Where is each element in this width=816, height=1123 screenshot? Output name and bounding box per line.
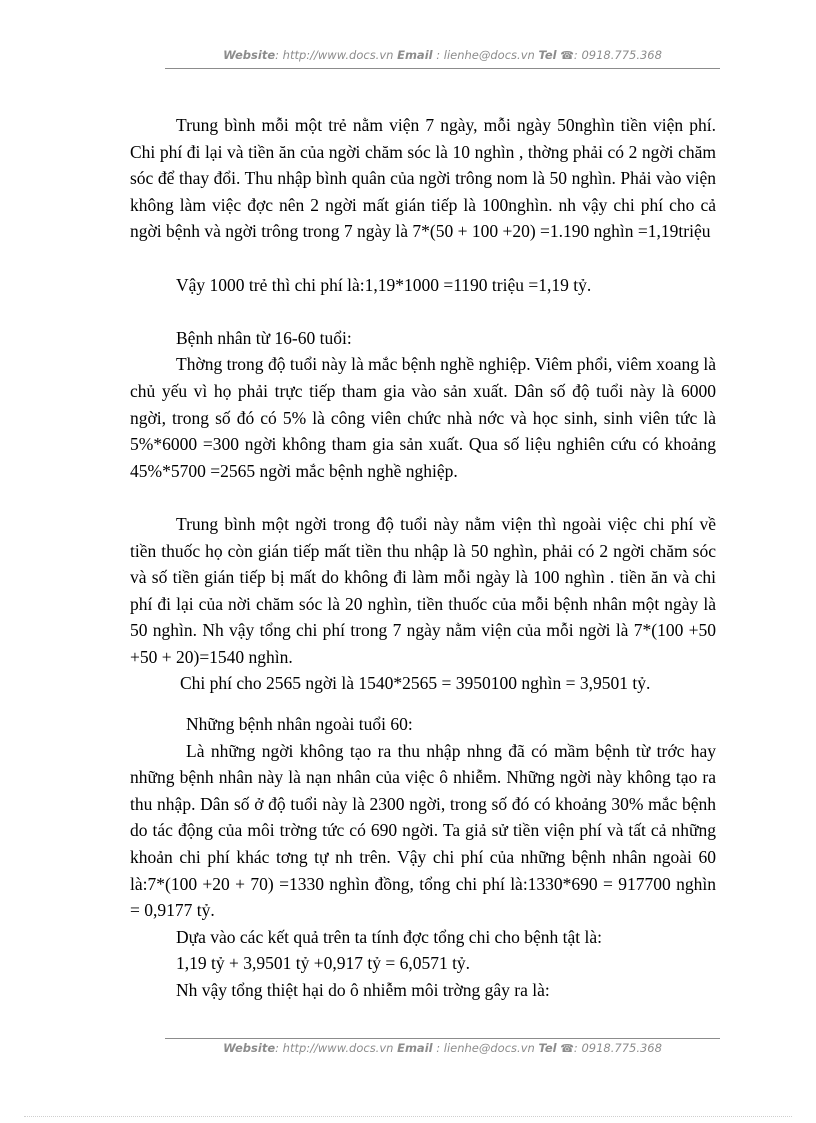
- paragraph-over-60: Là những ngời không tạo ra thu nhập nhng đã có mầm bệnh từ trớc hay những bệnh nhân này là nạn nhân của việc ô nhiễm. Những ngời này không tạo ra thu nhập. Dân số ở độ tuổi này là 2300 ngời, trong số đó có khoảng 30% mắc bệnh do tác động của môi trờng tức có 690 ngời. Ta giả sử tiền viện phí và tất cả những khoản chi phí khác tơng tự nh trên. Vậy chi phí của những bệnh nhân ngoài 60 là:7*(100 +20 + 70) =1330 nghìn đồng, tổng chi phí là:1330*690 = 917700 nghìn = 0,9177 tỷ.: [130, 740, 716, 921]
- footer-tel-label: Tel: [538, 1041, 557, 1055]
- section-heading-age-16-60: Bệnh nhân từ 16-60 tuổi:: [176, 327, 352, 348]
- footer-website-label: Website: [223, 1041, 276, 1055]
- footer-website-link[interactable]: : http://www.docs.vn: [275, 1041, 394, 1055]
- paragraph-sum-formula: 1,19 tỷ + 3,9501 tỷ +0,917 tỷ = 6,0571 tỷ.: [176, 953, 471, 974]
- header-tel-value: : 0918.775.368: [573, 48, 662, 62]
- footer-email-label: Email: [397, 1041, 433, 1055]
- header-website-label: Website: [223, 48, 276, 62]
- paragraph-age-16-60-total: Chi phí cho 2565 ngời là 1540*2565 = 3950100 nghìn = 3,9501 tỷ.: [180, 673, 651, 694]
- document-body: [130, 112, 716, 1004]
- footer-email-link[interactable]: : lienhe@docs.vn: [436, 1041, 535, 1055]
- paragraph-sum-intro: Dựa vào các kết quả trên ta tính đợc tổng chi cho bệnh tật là:: [176, 926, 602, 947]
- phone-icon: ☎: [560, 49, 574, 62]
- page-footer: [165, 1038, 720, 1059]
- footer-tel-value: : 0918.775.368: [573, 1041, 662, 1055]
- header-website-link[interactable]: : http://www.docs.vn: [275, 48, 394, 62]
- paragraph-damage-intro: Nh vậy tổng thiệt hại do ô nhiễm môi trờng gây ra là:: [176, 980, 550, 1000]
- paragraph-age-16-60: Thờng trong độ tuổi này là mắc bệnh nghề nghiệp. Viêm phổi, viêm xoang là chủ yếu vì họ phải trực tiếp tham gia vào sản xuất. Dân số độ tuổi này là 6000 ngời, trong số đó có 5% là công viên chức nhà nớc và học sinh, sinh viên tức là 5%*6000 =300 ngời không tham gia sản xuất. Qua số liệu nghiên cứu có khoảng 45%*5700 =2565 ngời mắc bệnh nghề nghiệp.: [130, 354, 716, 481]
- header-tel-label: Tel: [538, 48, 557, 62]
- paragraph-age-16-60-cost: Trung bình một ngời trong độ tuổi này nằm viện thì ngoài việc chi phí về tiền thuốc họ còn gián tiếp mất tiền thu nhập là 50 nghìn, phải có 2 ngời chăm sóc và số tiền gián tiếp bị mất do không đi làm mỗi ngày là 100 nghìn . tiền ăn và chi phí đi lại của nời chăm sóc là 20 nghìn, tiền thuốc của mỗi bệnh nhân một ngày là 50 nghìn. Nh vậy tổng chi phí trong 7 ngày nằm viện của mỗi ngời là 7*(100 +50 +50 + 20)=1540 nghìn.: [130, 513, 716, 667]
- paragraph-children-cost: Trung bình mỗi một trẻ nằm viện 7 ngày, mỗi ngày 50nghìn tiền viện phí. Chi phí đi lại và tiền ăn của ngời chăm sóc là 10 nghìn , thờng phải có 2 ngời chăm sóc để thay đổi. Thu nhập bình quân của ngời trông nom là 50 nghìn. Phải vào viện không làm việc đợc nên 2 ngời mất gián tiếp là 100nghìn. nh vậy chi phí cho cả ngời bệnh và ngời trông trong 7 ngày là 7*(50 + 100 +20) =1.190 nghìn =1,19triệu: [130, 115, 716, 242]
- phone-icon: ☎: [560, 1042, 574, 1055]
- page-bottom-border: [24, 1116, 792, 1117]
- section-heading-over-60: Những bệnh nhân ngoài tuổi 60:: [186, 714, 413, 735]
- page-header: [165, 48, 720, 69]
- header-email-label: Email: [397, 48, 433, 62]
- header-email-link[interactable]: : lienhe@docs.vn: [436, 48, 535, 62]
- paragraph-children-total: Vậy 1000 trẻ thì chi phí là:1,19*1000 =1190 triệu =1,19 tỷ.: [176, 274, 592, 295]
